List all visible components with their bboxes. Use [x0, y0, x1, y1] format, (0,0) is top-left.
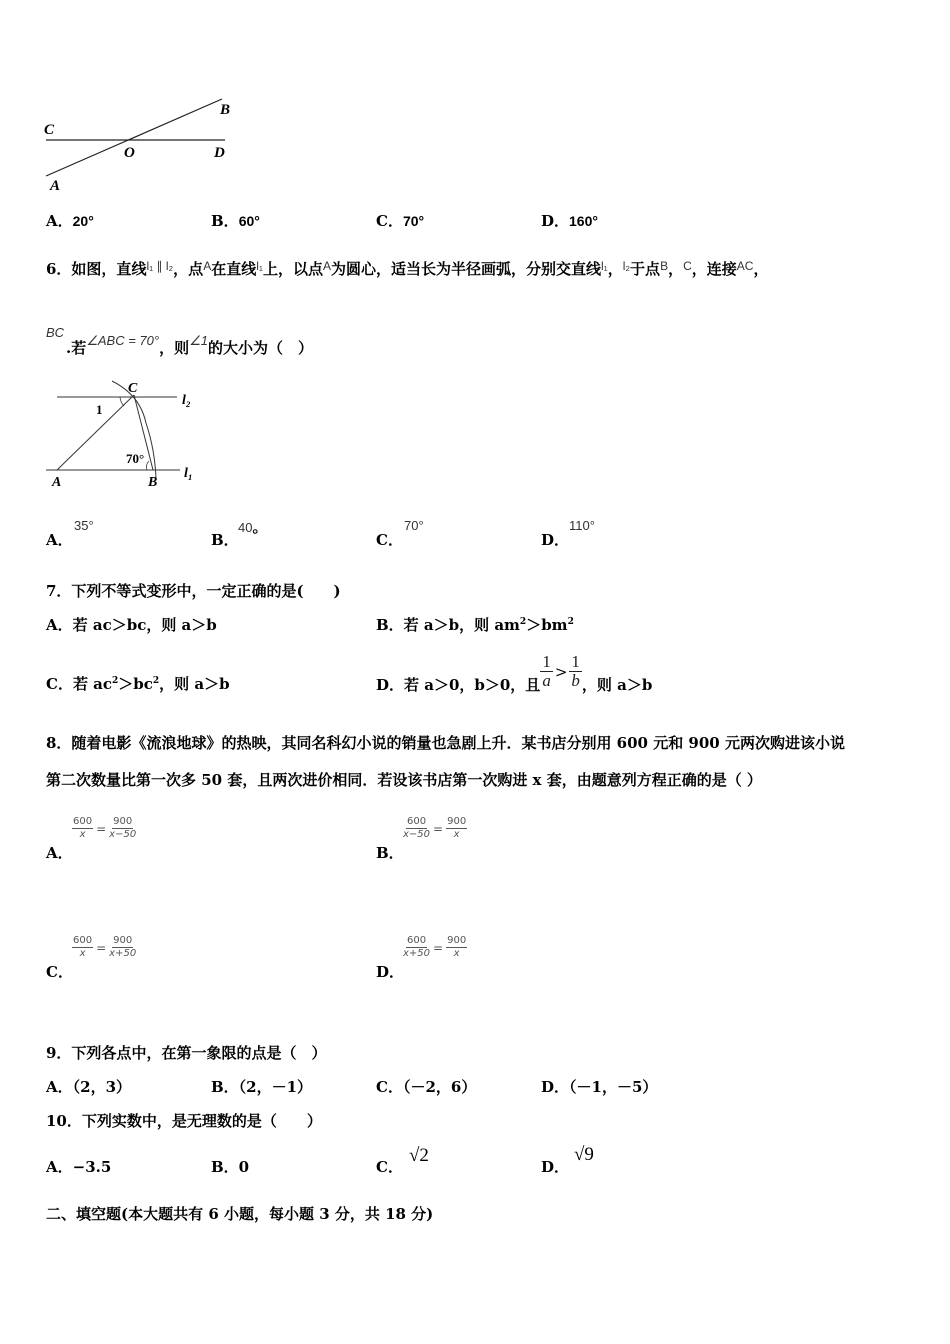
q6-option-a-value: 35° — [74, 518, 94, 533]
q9-option-b[interactable]: B．（2，－1） — [211, 1078, 313, 1096]
q6-option-d[interactable]: D． — [541, 531, 570, 549]
label-b: B — [220, 102, 231, 118]
q7-stem: 7．下列不等式变形中，一定正确的是( ) — [46, 582, 341, 600]
figure-intersecting-lines — [40, 92, 250, 197]
q8-stem-line2: 第二次数量比第一次多 50 套，且两次进价相同．若设该书店第一次购进 x 套，由题意列方程正确的是（ ） — [46, 771, 762, 789]
fig2-label-c: C — [128, 381, 138, 396]
q8-option-a-equation: $\frac{600}{x}$ = $\frac{900}{x-50}$ — [73, 816, 137, 840]
angle-70-arc — [146, 461, 149, 470]
q10-option-c-value: √2 — [409, 1145, 429, 1166]
fig2-label-b: B — [148, 475, 158, 490]
fig2-label-l1: l₁ — [184, 466, 193, 481]
q10-option-b[interactable]: B．0 — [211, 1158, 250, 1176]
q10-option-a[interactable]: A．−3.5 — [46, 1158, 112, 1176]
label-c: C — [44, 122, 55, 138]
label-o: O — [124, 145, 135, 161]
q10-option-d-value: √9 — [574, 1144, 594, 1165]
q8-option-c-equation: $\frac{600}{x}$ = $\frac{900}{x+50}$ — [73, 935, 137, 959]
q8-stem-line1: 8．随着电影《流浪地球》的热映，其同名科幻小说的销量也急剧上升．某书店分别用 600 元和 900 元两次购进该小说 — [46, 734, 845, 752]
fraction-1-over-a: $\frac{1}{a}$ — [542, 652, 551, 690]
q5-option-d[interactable]: D．160° — [541, 212, 598, 230]
q6-stem-line1: 6．如图，直线$^{l_1 \parallel l_2}$，点$^A$在直线$^{l_1}$上，以点$^A$为圆心，适当长为半径画弧，分别交直线$^{l_1}$，$^{l_2}$于点$^B$，$^C$，连接$^{AC}$， — [46, 259, 769, 278]
q10-option-c[interactable]: C． — [376, 1158, 403, 1176]
q9-option-c[interactable]: C．（－2，6） — [376, 1078, 477, 1096]
fig2-label-a: A — [52, 475, 62, 490]
q8-option-b[interactable]: B． — [376, 844, 404, 862]
q5-option-a[interactable]: A．20° — [46, 212, 94, 230]
q5-option-b[interactable]: B．60° — [211, 212, 260, 230]
q7-option-b[interactable]: B．若 a＞b，则 $am^2>bm^2$ — [376, 616, 574, 634]
q6-option-c[interactable]: C． — [376, 531, 403, 549]
figure-parallel-lines — [42, 375, 212, 493]
q10-stem: 10．下列实数中，是无理数的是（ ） — [46, 1112, 322, 1130]
q6-stem-line2: BC — [46, 325, 65, 340]
q8-option-d[interactable]: D． — [376, 963, 405, 981]
q5-option-c[interactable]: C．70° — [376, 212, 425, 230]
q9-stem: 9．下列各点中，在第一象限的点是（ ） — [46, 1044, 327, 1062]
fig2-label-70: 70° — [126, 451, 145, 466]
fraction-1-over-b: $\frac{1}{b}$ — [571, 652, 580, 690]
q10-option-d[interactable]: D． — [541, 1158, 570, 1176]
q9-option-a[interactable]: A．（2，3） — [46, 1078, 132, 1096]
q9-option-d[interactable]: D．（－1，－5） — [541, 1078, 658, 1096]
q6-option-c-value: 70° — [404, 518, 424, 533]
q8-option-d-equation: $\frac{600}{x+50}$ = $\frac{900}{x}$ — [403, 935, 467, 959]
q7-option-c[interactable]: C．若 $ac^2>bc^2$，则 a＞b — [46, 675, 230, 693]
section-2-title: 二、填空题(本大题共有 6 小题，每小题 3 分，共 18 分) — [46, 1205, 434, 1223]
q6-option-b-value: 40。 — [238, 518, 268, 536]
q6-option-d-value: 110° — [569, 518, 595, 533]
label-a: A — [50, 178, 61, 194]
line-ab — [46, 99, 222, 176]
q6-option-b[interactable]: B． — [211, 531, 239, 549]
q7-option-a[interactable]: A．若 ac＞bc，则 a＞b — [46, 616, 217, 634]
fig2-label-1: 1 — [96, 402, 103, 417]
q8-option-b-equation: $\frac{600}{x-50}$ = $\frac{900}{x}$ — [403, 816, 467, 840]
q6-option-a[interactable]: A． — [46, 531, 73, 549]
q8-option-a[interactable]: A． — [46, 844, 73, 862]
label-d: D — [214, 145, 225, 161]
fig2-label-l2: l₂ — [182, 393, 191, 408]
q7-option-d[interactable]: D．若 a＞0，b＞0，且 $\frac{1}{a}$ > $\frac{1}{b}$ ，则 a＞b — [376, 652, 653, 694]
q8-option-c[interactable]: C． — [46, 963, 73, 981]
q6-stem-line2b: .若∠ABC = 70°，则∠1的大小为（ ） — [66, 333, 314, 357]
